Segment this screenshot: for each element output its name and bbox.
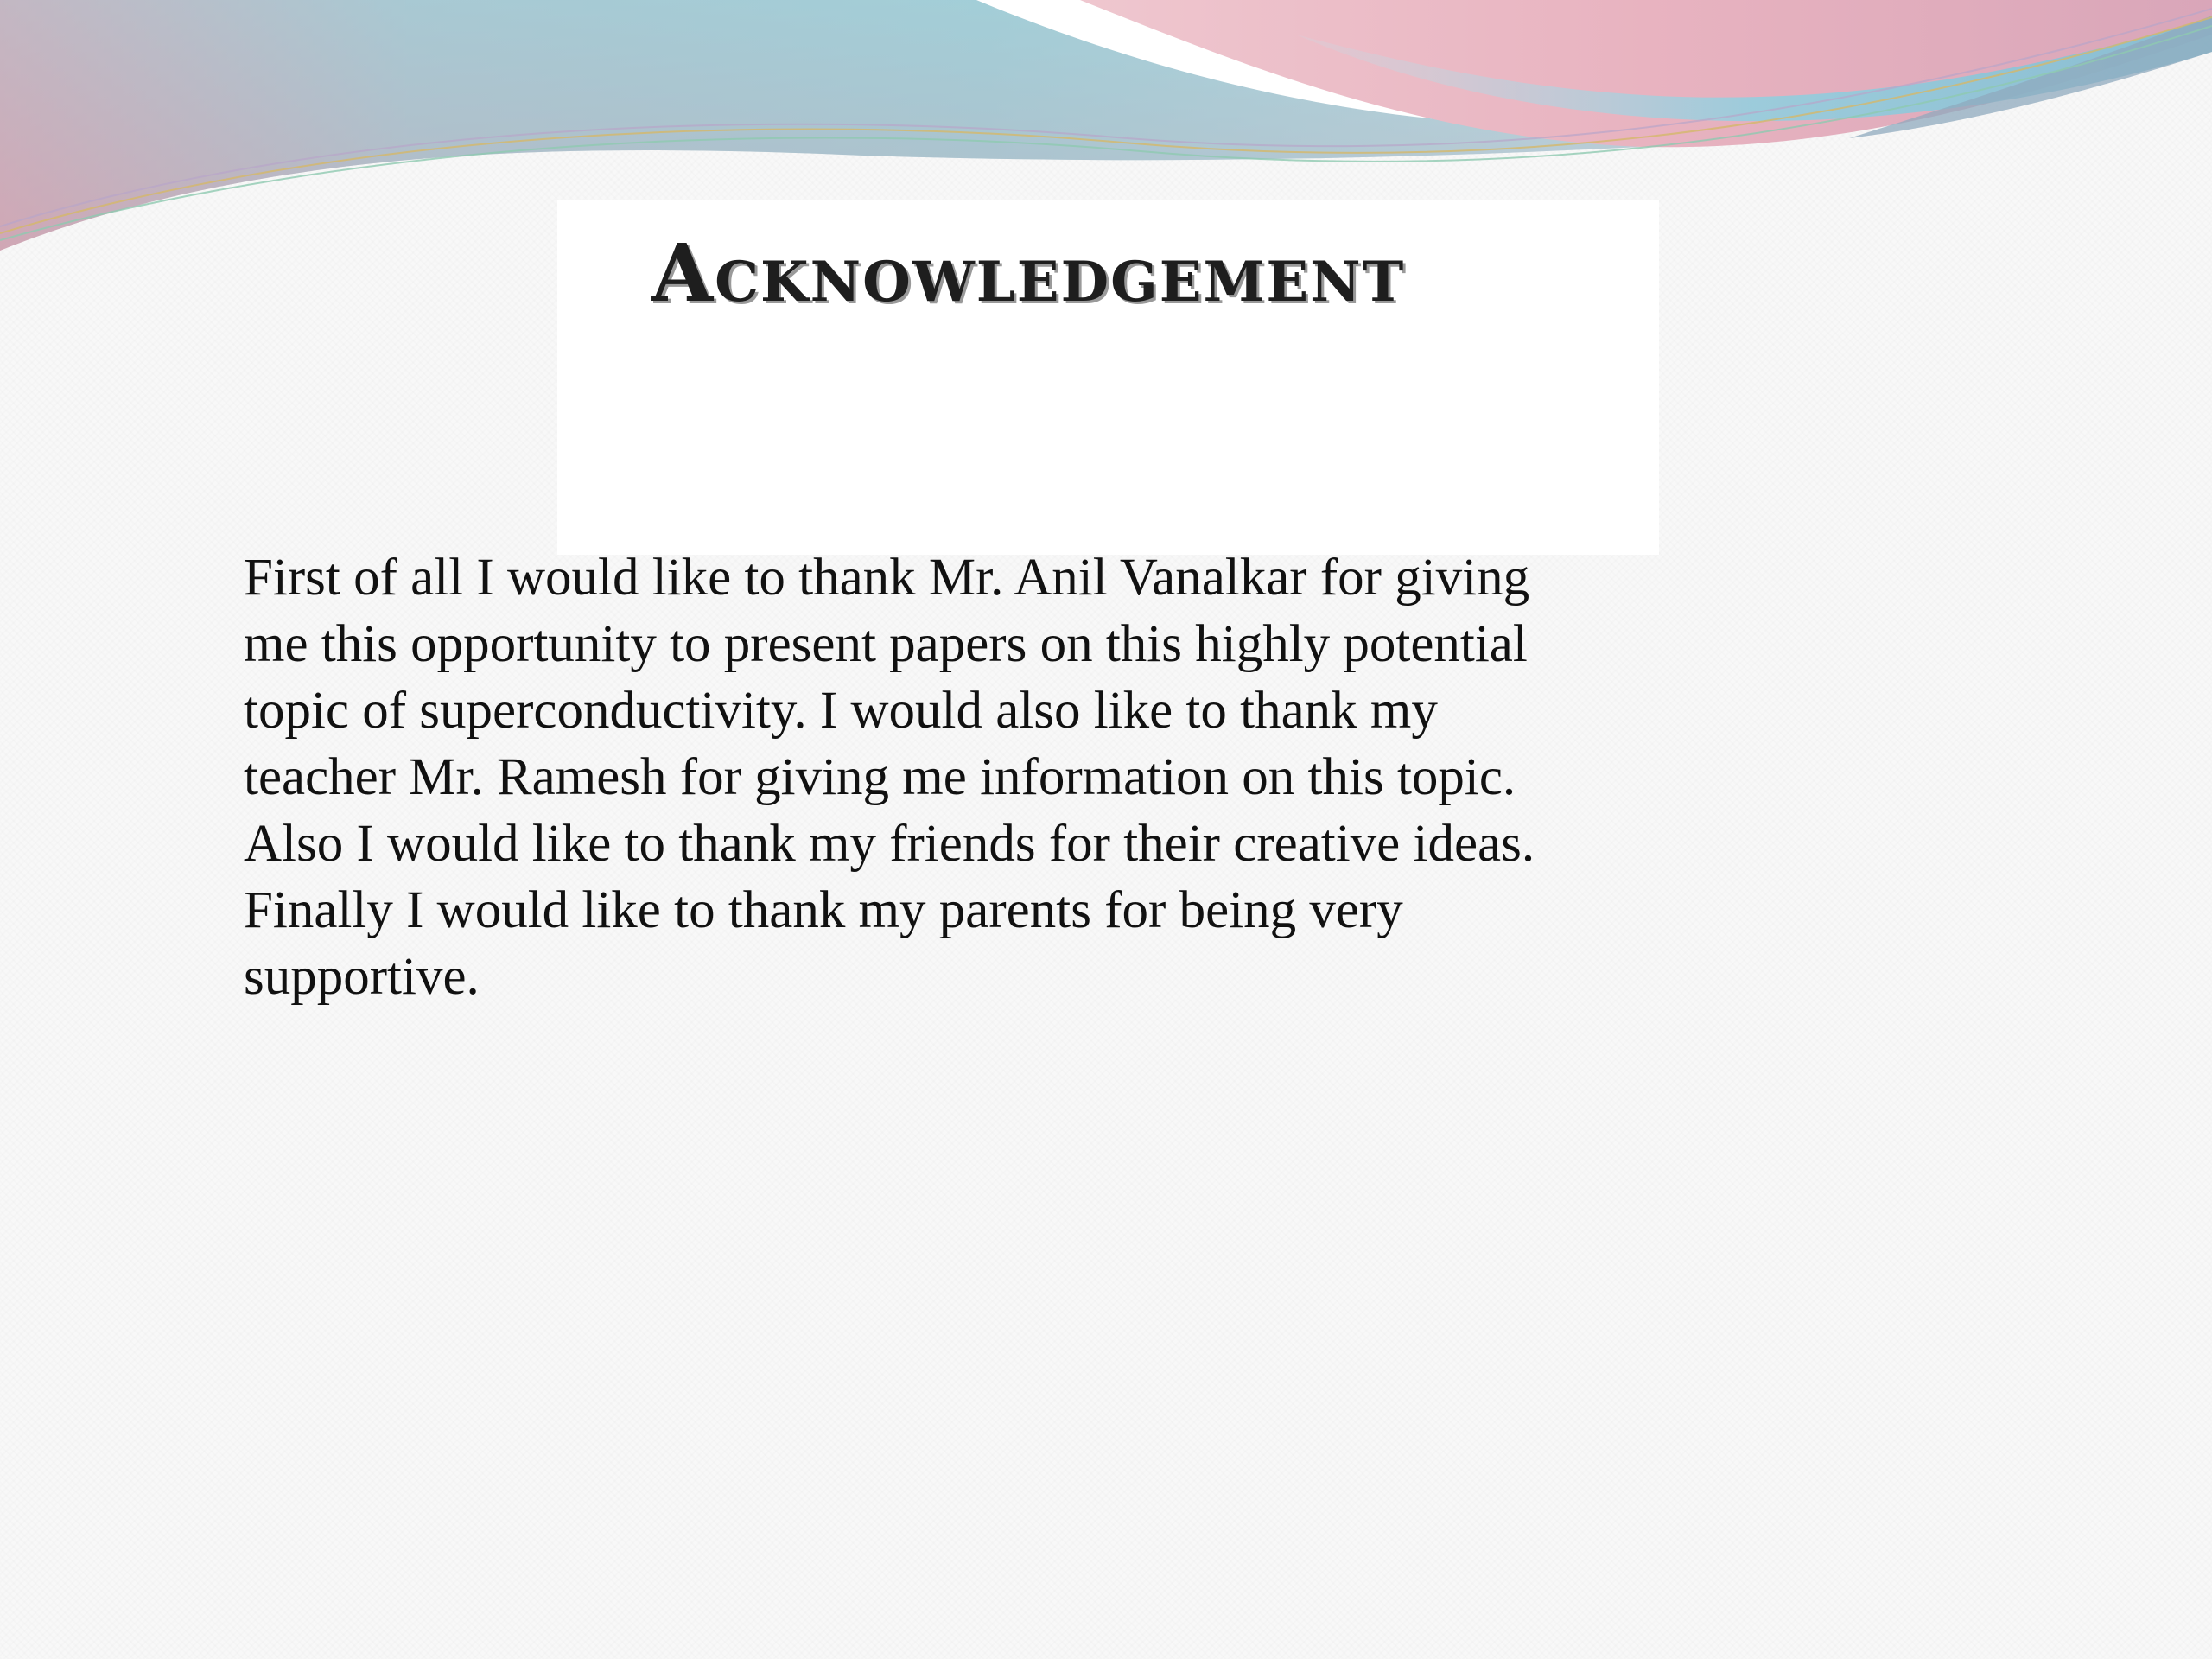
acknowledgement-body: First of all I would like to thank Mr. Anil Vanalkar for giving me this opportunity to present papers on this highly potential topic of superconductivity. I would also like to thank my teacher Mr. Ramesh for giving me information on this topic. Also I would like to thank my friends for their creative ideas. Finally I would like to thank my parents for being very supportive.	[244, 549, 1535, 1006]
slide-title: Acknowledgement	[651, 226, 1406, 320]
